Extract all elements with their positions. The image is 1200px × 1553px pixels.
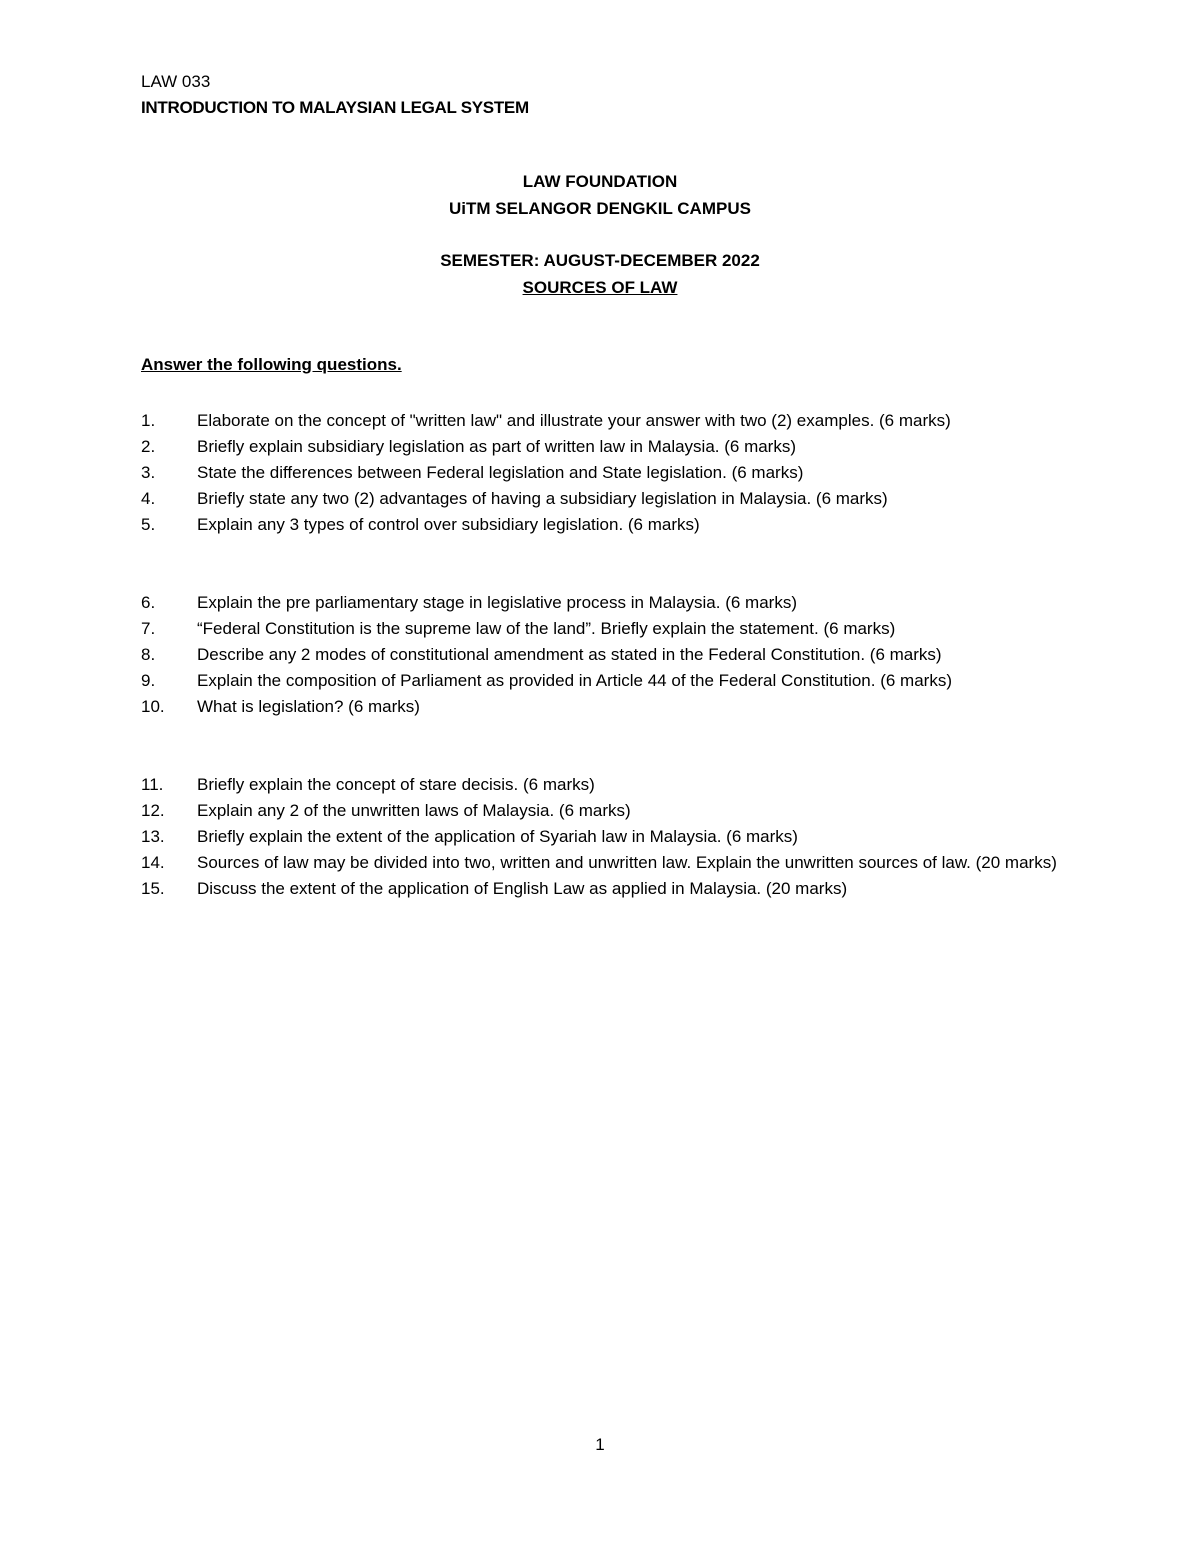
question-item <box>141 408 1081 434</box>
course-code: LAW 033 <box>141 72 211 91</box>
question-text: Briefly explain the concept of stare decisis. (6 marks) <box>197 775 595 794</box>
question-text: Briefly explain the extent of the application of Syariah law in Malaysia. (6 marks) <box>197 827 798 846</box>
question-item <box>141 668 1081 694</box>
question-item <box>141 616 1081 642</box>
question-item <box>141 772 1081 798</box>
question-text: Explain the pre parliamentary stage in legislative process in Malaysia. (6 marks) <box>197 593 797 612</box>
question-text: Explain any 3 types of control over subsidiary legislation. (6 marks) <box>197 515 700 534</box>
question-number: 15. <box>141 879 165 898</box>
question-text: Describe any 2 modes of constitutional amendment as stated in the Federal Constitution. (6 marks) <box>197 645 942 664</box>
question-list <box>141 408 1081 902</box>
question-item <box>141 876 1081 902</box>
question-item <box>141 512 1081 538</box>
campus-heading: UiTM SELANGOR DENGKIL CAMPUS <box>449 199 751 218</box>
question-number: 4. <box>141 489 156 508</box>
question-text: “Federal Constitution is the supreme law of the land”. Briefly explain the statement. (6 marks) <box>197 619 896 638</box>
question-text: Sources of law may be divided into two, written and unwritten law. Explain the unwritten sources of law. (20 marks) <box>197 853 1057 872</box>
question-number: 13. <box>141 827 165 846</box>
question-number: 5. <box>141 515 156 534</box>
question-text: Discuss the extent of the application of English Law as applied in Malaysia. (20 marks) <box>197 879 848 898</box>
section-spacer <box>141 720 1081 772</box>
course-title: INTRODUCTION TO MALAYSIAN LEGAL SYSTEM <box>141 98 529 117</box>
question-number: 12. <box>141 801 165 820</box>
question-number: 8. <box>141 645 156 664</box>
section-spacer <box>141 538 1081 590</box>
question-number: 14. <box>141 853 165 872</box>
page-number: 1 <box>595 1435 605 1454</box>
semester-heading: SEMESTER: AUGUST-DECEMBER 2022 <box>440 251 760 270</box>
question-item <box>141 824 1081 850</box>
question-item <box>141 850 1081 876</box>
question-number: 6. <box>141 593 156 612</box>
question-text: Briefly explain subsidiary legislation as part of written law in Malaysia. (6 marks) <box>197 437 797 456</box>
question-item <box>141 460 1081 486</box>
question-number: 2. <box>141 437 156 456</box>
question-item <box>141 590 1081 616</box>
topic-heading: SOURCES OF LAW <box>522 278 678 297</box>
question-number: 10. <box>141 697 165 716</box>
question-text: State the differences between Federal legislation and State legislation. (6 marks) <box>197 463 804 482</box>
question-text: What is legislation? (6 marks) <box>197 697 420 716</box>
faculty-heading: LAW FOUNDATION <box>522 172 678 191</box>
question-item <box>141 434 1081 460</box>
question-number: 1. <box>141 411 156 430</box>
question-item <box>141 694 1081 720</box>
question-item <box>141 798 1081 824</box>
question-text: Briefly state any two (2) advantages of having a subsidiary legislation in Malaysia. (6 marks) <box>197 489 888 508</box>
question-text: Explain any 2 of the unwritten laws of Malaysia. (6 marks) <box>197 801 631 820</box>
question-number: 7. <box>141 619 156 638</box>
question-number: 11. <box>141 775 164 794</box>
instruction-text: Answer the following questions. <box>141 355 402 374</box>
question-text: Explain the composition of Parliament as provided in Article 44 of the Federal Constitution. (6 marks) <box>197 671 952 690</box>
question-text: Elaborate on the concept of "written law" and illustrate your answer with two (2) examples. (6 marks) <box>197 411 951 430</box>
question-item <box>141 642 1081 668</box>
question-number: 9. <box>141 671 156 690</box>
question-number: 3. <box>141 463 156 482</box>
question-item <box>141 486 1081 512</box>
